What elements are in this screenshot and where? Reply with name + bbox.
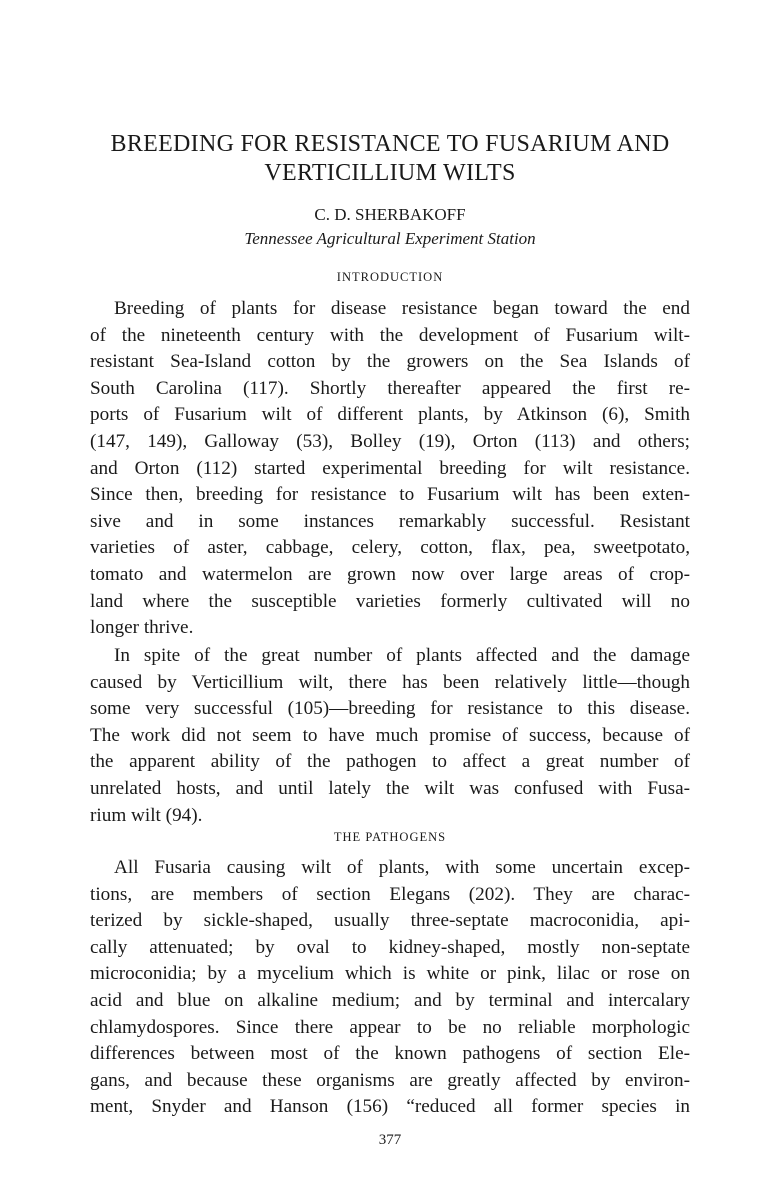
text-line: All Fusaria causing wilt of plants, with some uncertain excep-: [114, 857, 690, 878]
paragraph-introduction-2: [90, 643, 690, 829]
text-line: cally attenuated; by oval to kidney-shaped, mostly non-septate: [90, 936, 690, 958]
text-line: resistant Sea-Island cotton by the growers on the Sea Islands of: [90, 351, 690, 373]
text-line: Breeding of plants for disease resistance began toward the end: [114, 298, 690, 319]
text-line: chlamydospores. Since there appear to be no reliable morphologic: [90, 1016, 690, 1038]
text-line: unrelated hosts, and until lately the wilt was confused with Fusa-: [90, 777, 690, 799]
article-title-line-1: BREEDING FOR RESISTANCE TO FUSARIUM AND: [110, 131, 670, 157]
text-line: gans, and because these organisms are greatly affected by environ-: [90, 1069, 690, 1091]
text-line: tions, are members of section Elegans (202). They are charac-: [90, 883, 690, 905]
text-line: varieties of aster, cabbage, celery, cotton, flax, pea, sweetpotato,: [90, 537, 690, 559]
author-name: C. D. SHERBAKOFF: [314, 205, 466, 224]
article-title: [60, 130, 720, 188]
section-heading-pathogens: THE PATHOGENS: [333, 830, 447, 844]
author-affiliation: Tennessee Agricultural Experiment Station: [244, 229, 536, 248]
text-line: sive and in some instances remarkably successful. Resistant: [90, 510, 690, 532]
article-title-line-2: VERTICILLIUM WILTS: [264, 160, 516, 186]
text-line: South Carolina (117). Shortly thereafter appeared the first re-: [90, 377, 690, 399]
text-line: the apparent ability of the pathogen to affect a great number of: [90, 751, 690, 773]
text-line: Since then, breeding for resistance to Fusarium wilt has been exten-: [90, 484, 690, 506]
paragraph-introduction-1: [90, 296, 690, 642]
text-line: longer thrive.: [90, 617, 194, 639]
text-line: and Orton (112) started experimental breeding for wilt resistance.: [90, 457, 690, 479]
text-line: tomato and watermelon are grown now over large areas of crop-: [90, 563, 690, 585]
text-line: ment, Snyder and Hanson (156) “reduced all former species in: [90, 1096, 690, 1118]
paragraph-pathogens-1: [90, 855, 690, 1121]
page-number: 377: [378, 1132, 402, 1148]
text-line: In spite of the great number of plants affected and the damage: [114, 645, 690, 666]
text-line: rium wilt (94).: [90, 804, 203, 826]
section-heading-introduction: INTRODUCTION: [336, 270, 444, 284]
text-line: differences between most of the known pathogens of section Ele-: [90, 1043, 690, 1065]
text-line: some very successful (105)—breeding for resistance to this disease.: [90, 698, 690, 720]
text-line: ports of Fusarium wilt of different plants, by Atkinson (6), Smith: [90, 404, 690, 426]
text-line: (147, 149), Galloway (53), Bolley (19), Orton (113) and others;: [90, 430, 690, 452]
text-line: microconidia; by a mycelium which is white or pink, lilac or rose on: [90, 963, 690, 985]
text-line: of the nineteenth century with the development of Fusarium wilt-: [90, 324, 690, 346]
text-line: acid and blue on alkaline medium; and by terminal and intercalary: [90, 989, 690, 1011]
text-line: The work did not seem to have much promise of success, because of: [90, 724, 690, 746]
text-line: caused by Verticillium wilt, there has been relatively little—though: [90, 671, 690, 693]
text-line: land where the susceptible varieties formerly cultivated will no: [90, 590, 690, 612]
text-line: terized by sickle-shaped, usually three-septate macroconidia, api-: [90, 910, 690, 932]
